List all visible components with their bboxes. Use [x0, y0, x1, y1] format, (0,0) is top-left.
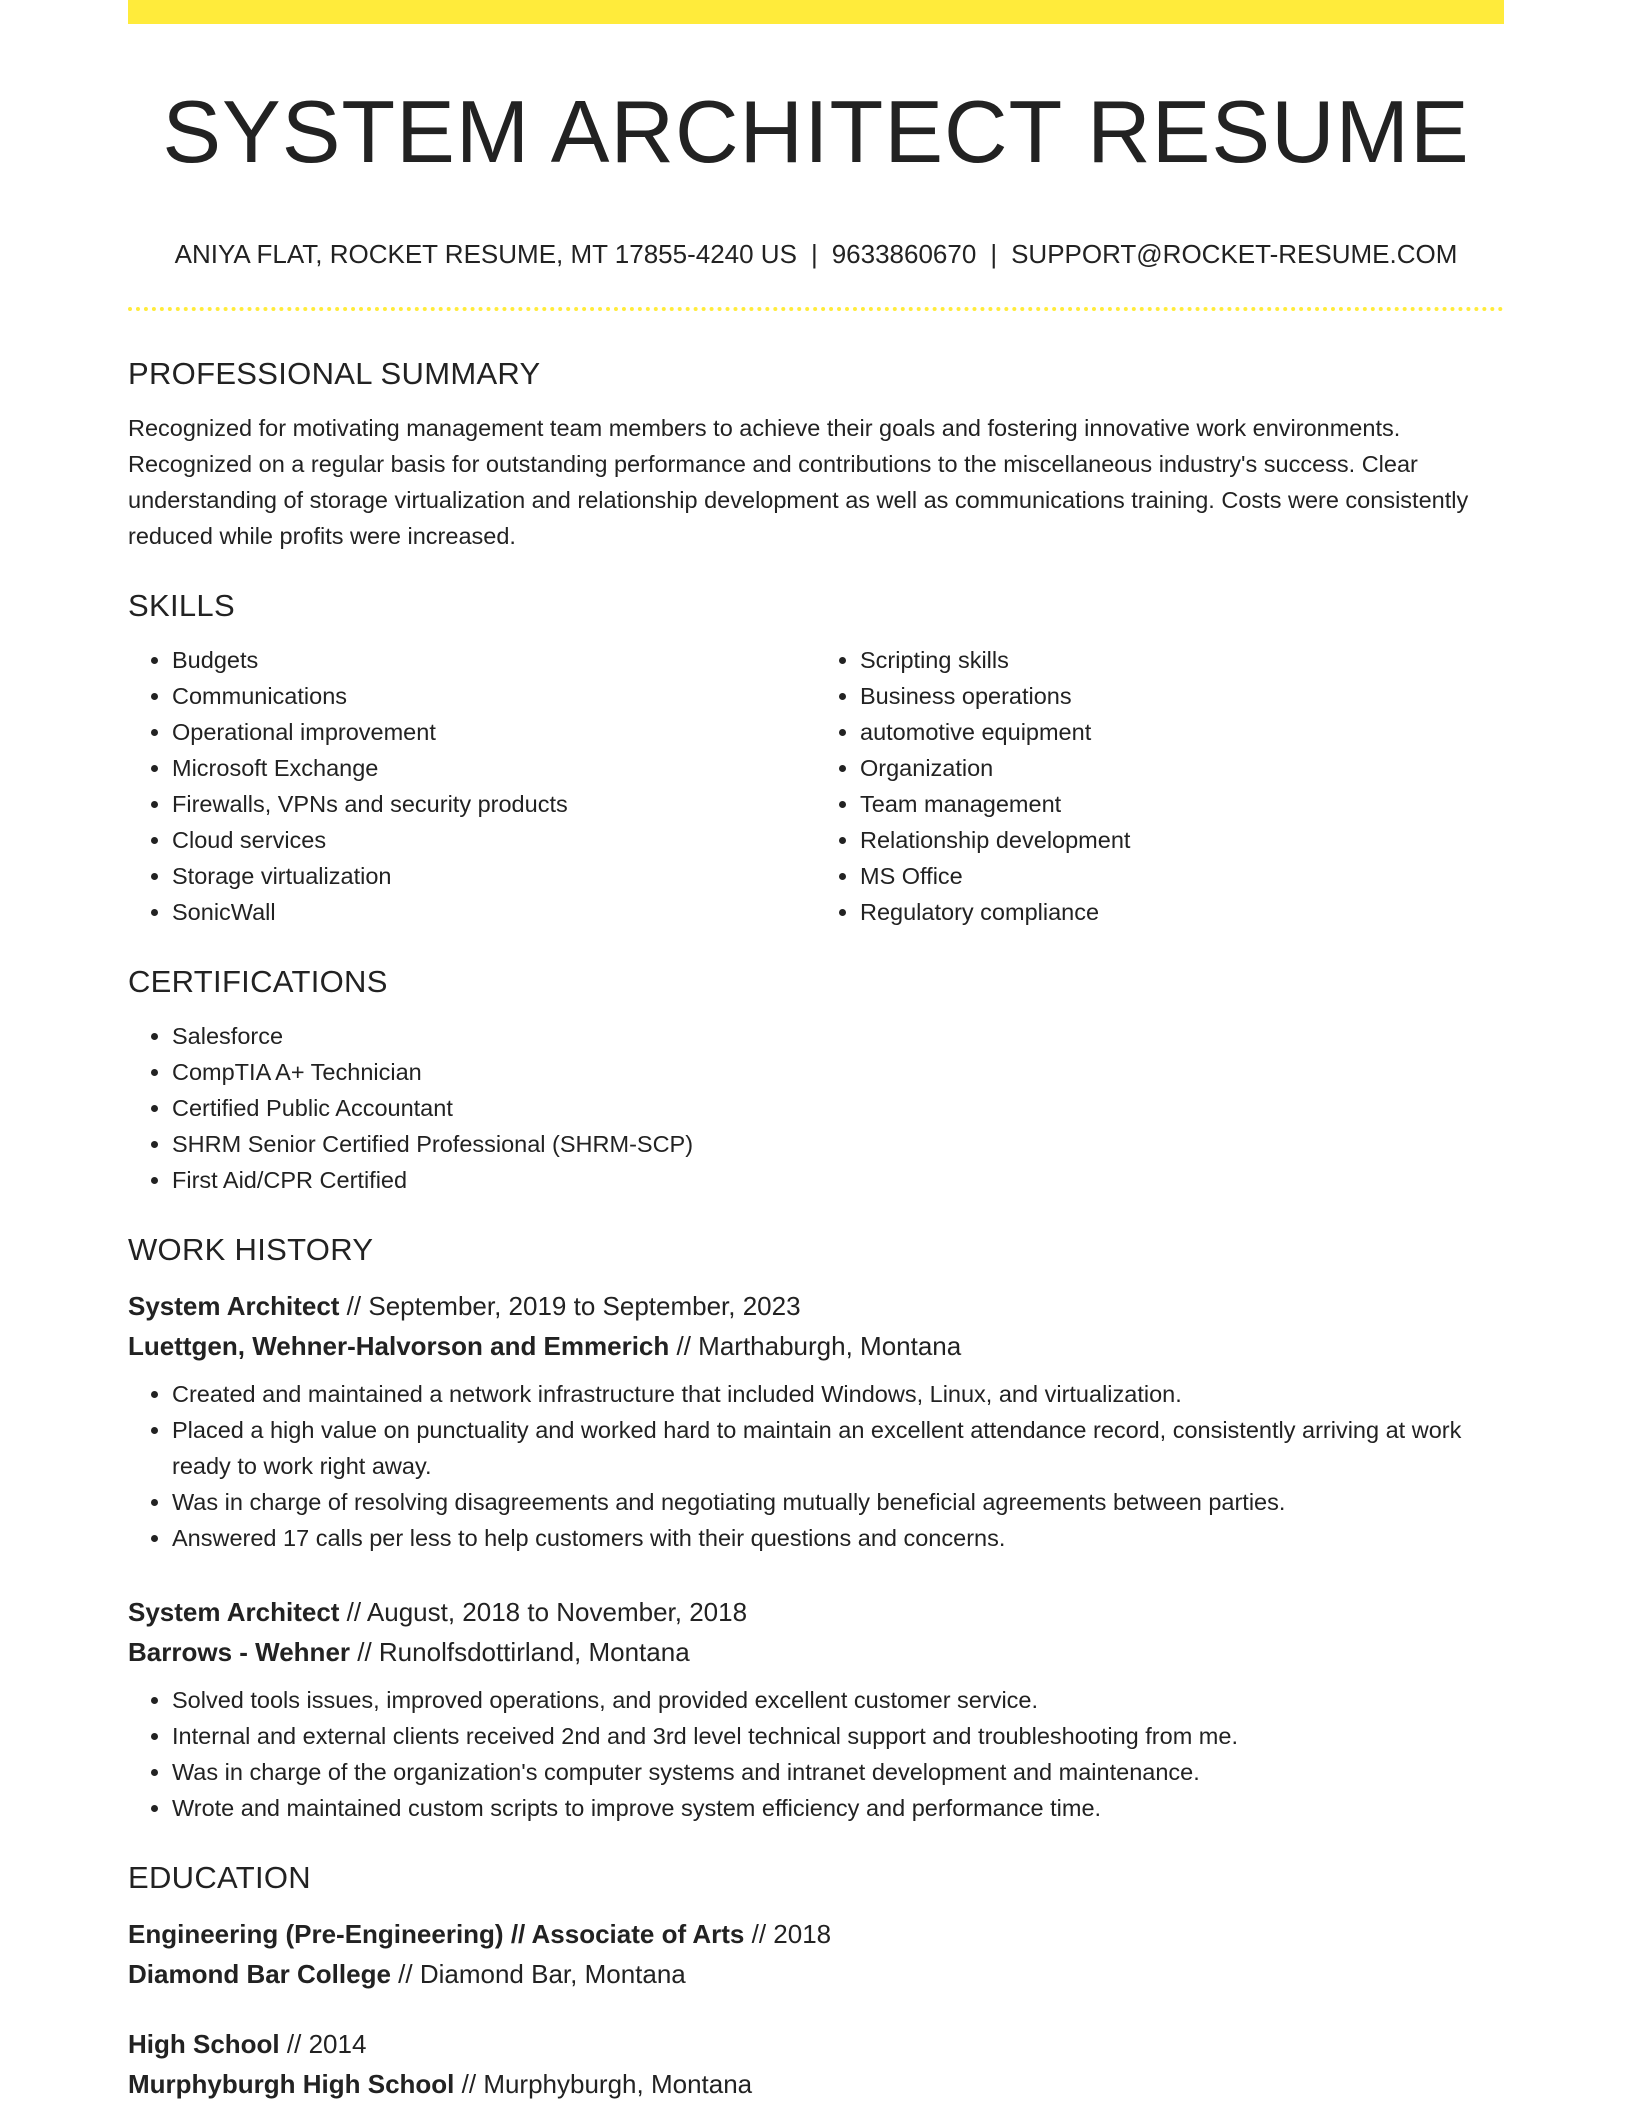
- job-location: // Marthaburgh, Montana: [669, 1331, 962, 1361]
- summary-heading: PROFESSIONAL SUMMARY: [128, 356, 541, 391]
- education-school: Diamond Bar College: [128, 1959, 391, 1989]
- list-item: • SonicWall: [172, 894, 816, 930]
- list-item: • Was in charge of resolving disagreements and negotiating mutually beneficial agreements between parties.: [172, 1484, 1504, 1520]
- skills-columns: [128, 642, 1504, 930]
- education-location: // Murphyburgh, Montana: [454, 2069, 753, 2099]
- contact-separator: |: [810, 239, 818, 269]
- certifications-heading: CERTIFICATIONS: [128, 964, 388, 999]
- list-item: • SHRM Senior Certified Professional (SHRM-SCP): [172, 1126, 1504, 1162]
- page-title: SYSTEM ARCHITECT RESUME: [162, 82, 1470, 181]
- top-accent-bar: [128, 0, 1504, 24]
- job-company-line: [128, 1632, 1504, 1672]
- education-section: [128, 1856, 1504, 2104]
- education-entry: [128, 1914, 1504, 1994]
- education-year: // 2014: [279, 2029, 367, 2059]
- skills-right-list: [816, 642, 1504, 930]
- list-item: • Business operations: [860, 678, 1504, 714]
- list-item: • Created and maintained a network infrastructure that included Windows, Linux, and virtualization.: [172, 1376, 1504, 1412]
- work-history-heading: WORK HISTORY: [128, 1232, 374, 1267]
- list-item: • Solved tools issues, improved operations, and provided excellent customer service.: [172, 1682, 1504, 1718]
- skills-left-list: [128, 642, 816, 930]
- contact-phone: 9633860670: [831, 239, 977, 269]
- list-item: • automotive equipment: [860, 714, 1504, 750]
- list-item: • Team management: [860, 786, 1504, 822]
- resume-content: [128, 352, 1504, 2104]
- summary-text: Recognized for motivating management team members to achieve their goals and fostering innovative work environments. Recognized on a regular basis for outstanding performance and contributions to the miscellaneous industry's success. Clear understanding of storage virtualization and relationship development as well as communications training. Costs were consistently reduced while profits were increased.: [128, 415, 1469, 549]
- education-school-line: [128, 2064, 1504, 2104]
- summary-section: [128, 352, 1504, 554]
- list-item: • Regulatory compliance: [860, 894, 1504, 930]
- list-item: • Cloud services: [172, 822, 816, 858]
- list-item: • MS Office: [860, 858, 1504, 894]
- education-school-line: [128, 1954, 1504, 1994]
- job-title-line: [128, 1286, 1504, 1326]
- education-entry: [128, 2024, 1504, 2104]
- education-degree-line: [128, 2024, 1504, 2064]
- contact-separator: |: [990, 239, 998, 269]
- list-item: • Operational improvement: [172, 714, 816, 750]
- skills-heading: SKILLS: [128, 588, 235, 623]
- list-item: • Storage virtualization: [172, 858, 816, 894]
- list-item: • Internal and external clients received 2nd and 3rd level technical support and troubleshooting from me.: [172, 1718, 1504, 1754]
- job-company: Luettgen, Wehner-Halvorson and Emmerich: [128, 1331, 670, 1361]
- list-item: • Firewalls, VPNs and security products: [172, 786, 816, 822]
- work-history-section: [128, 1228, 1504, 1826]
- list-item: • Relationship development: [860, 822, 1504, 858]
- job-entry: [128, 1592, 1504, 1826]
- list-item: • First Aid/CPR Certified: [172, 1162, 1504, 1198]
- contact-email[interactable]: SUPPORT@ROCKET-RESUME.COM: [1011, 239, 1458, 269]
- contact-address: ANIYA FLAT, ROCKET RESUME, MT 17855-4240 US: [174, 239, 797, 269]
- education-school: Murphyburgh High School: [128, 2069, 455, 2099]
- education-year: // 2018: [744, 1919, 832, 1949]
- education-degree-line: [128, 1914, 1504, 1954]
- job-location: // Runolfsdottirland, Montana: [350, 1637, 690, 1667]
- job-title: System Architect: [128, 1597, 340, 1627]
- certifications-section: [128, 960, 1504, 1198]
- list-item: • Communications: [172, 678, 816, 714]
- job-dates: // September, 2019 to September, 2023: [339, 1291, 801, 1321]
- job-bullets: [128, 1682, 1504, 1826]
- list-item: • Budgets: [172, 642, 816, 678]
- skills-section: [128, 584, 1504, 930]
- education-degree: Engineering (Pre-Engineering) // Associate of Arts: [128, 1919, 745, 1949]
- job-company-line: [128, 1326, 1504, 1366]
- list-item: • Wrote and maintained custom scripts to improve system efficiency and performance time.: [172, 1790, 1504, 1826]
- list-item: • Salesforce: [172, 1018, 1504, 1054]
- education-degree: High School: [128, 2029, 280, 2059]
- education-heading: EDUCATION: [128, 1860, 311, 1895]
- list-item: • Certified Public Accountant: [172, 1090, 1504, 1126]
- list-item: • CompTIA A+ Technician: [172, 1054, 1504, 1090]
- certifications-list: [128, 1018, 1504, 1198]
- dotted-divider: [128, 307, 1504, 311]
- list-item: • Placed a high value on punctuality and worked hard to maintain an excellent attendance record, consistently arriving at work ready to work right away.: [172, 1412, 1504, 1484]
- job-dates: // August, 2018 to November, 2018: [339, 1597, 748, 1627]
- list-item: • Was in charge of the organization's computer systems and intranet development and maintenance.: [172, 1754, 1504, 1790]
- list-item: • Microsoft Exchange: [172, 750, 816, 786]
- job-bullets: [128, 1376, 1504, 1556]
- job-company: Barrows - Wehner: [128, 1637, 351, 1667]
- job-title-line: [128, 1592, 1504, 1632]
- education-location: // Diamond Bar, Montana: [390, 1959, 686, 1989]
- job-title: System Architect: [128, 1291, 340, 1321]
- job-entry: [128, 1286, 1504, 1556]
- contact-line: [128, 236, 1504, 272]
- list-item: • Answered 17 calls per less to help customers with their questions and concerns.: [172, 1520, 1504, 1556]
- list-item: • Scripting skills: [860, 642, 1504, 678]
- list-item: • Organization: [860, 750, 1504, 786]
